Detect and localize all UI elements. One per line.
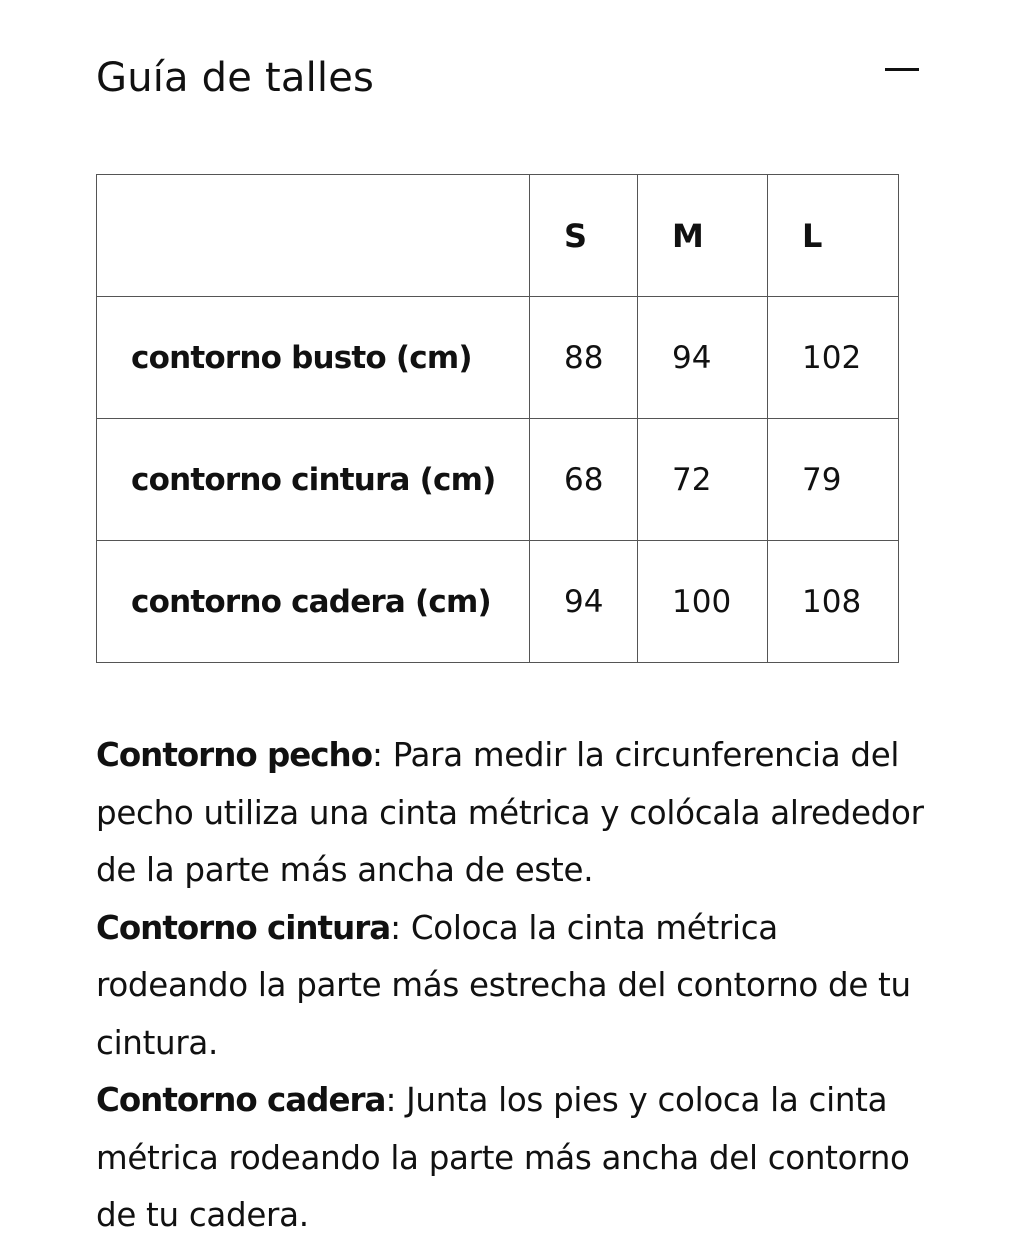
description-term: Contorno cintura <box>96 908 391 947</box>
description-separator: : <box>372 736 383 774</box>
value-cell: 72 <box>638 419 768 541</box>
row-label-cintura: contorno cintura (cm) <box>97 419 530 541</box>
size-header-s: S <box>530 175 638 297</box>
description-term: Contorno pecho <box>96 736 373 774</box>
value-cell: 88 <box>530 297 638 419</box>
table-row <box>97 541 899 663</box>
empty-header-cell <box>97 175 530 297</box>
description-text: Coloca la cinta métrica rodeando la parte más estrecha del contorno de tu cintura. <box>96 908 911 1062</box>
measurement-instructions <box>96 727 936 1245</box>
value-cell: 79 <box>768 419 899 541</box>
row-label-busto: contorno busto (cm) <box>97 297 530 419</box>
value-cell: 102 <box>768 297 899 419</box>
table-row <box>97 297 899 419</box>
description-text: Para medir la circunferencia del pecho utiliza una cinta métrica y colócala alrededor de la parte más ancha de este. <box>96 736 924 889</box>
description-cadera <box>96 1072 936 1245</box>
minus-icon <box>885 68 919 71</box>
description-cintura <box>96 900 936 1073</box>
description-term: Contorno cadera <box>96 1081 386 1119</box>
size-header-m: M <box>638 175 768 297</box>
description-separator: : <box>390 908 401 947</box>
value-cell: 100 <box>638 541 768 663</box>
table-header-row <box>97 175 899 297</box>
value-cell: 94 <box>638 297 768 419</box>
page-title: Guía de talles <box>96 55 375 101</box>
description-separator: : <box>385 1081 397 1119</box>
size-table <box>96 174 899 663</box>
row-label-cadera: contorno cadera (cm) <box>97 541 530 663</box>
size-header-l: L <box>768 175 899 297</box>
description-text: Junta los pies y coloca la cinta métrica rodeando la parte más ancha del contorno de tu cadera. <box>96 1081 910 1234</box>
collapse-button[interactable] <box>880 54 924 84</box>
description-pecho <box>96 727 936 900</box>
value-cell: 94 <box>530 541 638 663</box>
table-row <box>97 419 899 541</box>
value-cell: 68 <box>530 419 638 541</box>
value-cell: 108 <box>768 541 899 663</box>
size-guide-header[interactable] <box>96 52 924 104</box>
